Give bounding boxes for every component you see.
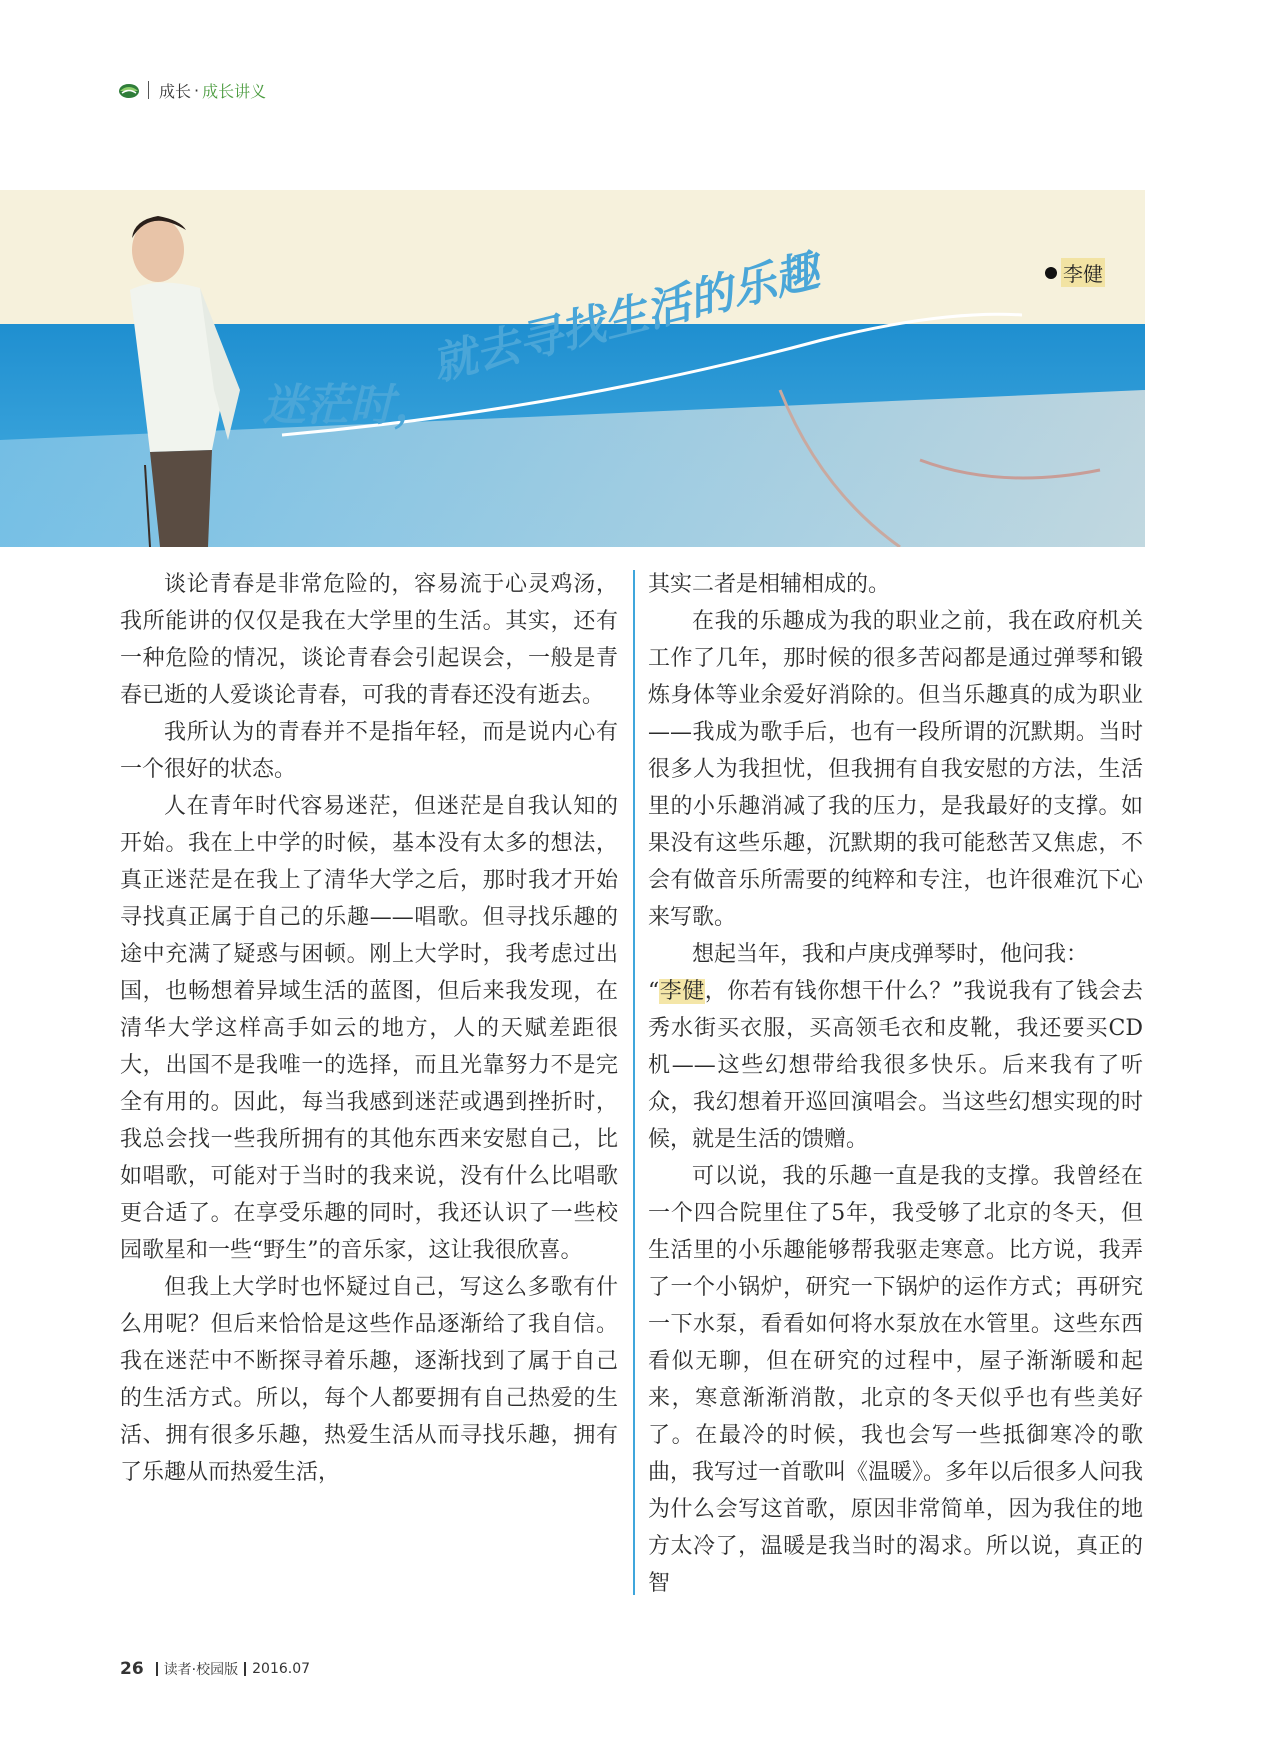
running-header <box>118 78 266 102</box>
footer-divider <box>156 1662 158 1676</box>
header-divider <box>148 81 149 99</box>
column-divider <box>633 570 635 1595</box>
footer-divider <box>244 1662 246 1676</box>
title-part-2: 就去寻找生活的乐趣 <box>427 245 824 391</box>
issue-date: 2016.07 <box>252 1661 311 1677</box>
article-title <box>262 220 1022 480</box>
section-separator: · <box>194 80 200 100</box>
paragraph: 谈论青春是非常危险的，容易流于心灵鸡汤，我所能讲的仅仅是我在大学里的生活。其实，还有一种危险的情况，谈论青春会引起误会，一般是青春已逝的人爱谈论青春，可我的青春还没有逝去。 <box>120 572 618 708</box>
paragraph: 在我的乐趣成为我的职业之前，我在政府机关工作了几年，那时候的很多苦闷都是通过弹琴和锻炼身体等业余爱好消除的。但当乐趣真的成为职业——我成为歌手后，也有一段所谓的沉默期。当时很多人为我担忧，但我拥有自我安慰的方法，生活里的小乐趣消减了我的压力，是我最好的支撑。如果没有这些乐趣，沉默期的我可能愁苦又焦虑，不会有做音乐所需要的纯粹和专注，也许很难沉下心来写歌。 <box>648 609 1143 930</box>
paragraph: 人在青年时代容易迷茫，但迷茫是自我认知的开始。我在上中学的时候，基本没有太多的想法，真正迷茫是在我上了清华大学之后，那时我才开始寻找真正属于自己的乐趣——唱歌。但寻找乐趣的途中充满了疑惑与困顿。刚上大学时，我考虑过出国，也畅想着异域生活的蓝图，但后来我发现，在清华大学这样高手如云的地方，人的天赋差距很大，出国不是我唯一的选择，而且光靠努力不是完全有用的。因此，每当我感到迷茫或遇到挫折时，我总会找一些我所拥有的其他东西来安慰自己，比如唱歌，可能对于当时的我来说，没有什么比唱歌更合适了。在享受乐趣的同时，我还认识了一些校园歌星和一些“野生”的音乐家，这让我很欣喜。 <box>120 794 618 1263</box>
magazine-logo-icon <box>118 81 140 99</box>
author-byline <box>1045 258 1105 287</box>
bullet-icon <box>1045 267 1057 279</box>
subsection-name: 成长讲义 <box>202 81 267 101</box>
paragraph <box>648 973 1143 1158</box>
quote-text: ，你若有钱你想干什么？”我说我有了钱会去秀水街买衣服，买高领毛衣和皮靴，我还要买CD机——这些幻想带给我很多快乐。后来我有了听众，我幻想着开巡回演唱会。当这些幻想实现的时候，就是生活的馈赠。 <box>648 979 1143 1152</box>
paragraph: 我所认为的青春并不是指年轻，而是说内心有一个很好的状态。 <box>120 720 618 782</box>
magazine-name: 读者·校园版 <box>163 1662 239 1678</box>
quote-mark: “ <box>648 979 660 1004</box>
title-part-1: 迷茫时， <box>262 380 438 431</box>
highlighted-name: 李健 <box>659 979 705 1004</box>
author-name: 李健 <box>1061 258 1105 287</box>
page-number: 26 <box>120 1659 144 1679</box>
paragraph: 想起当年，我和卢庚戌弹琴时，他问我： <box>692 942 1089 967</box>
section-name: 成长 <box>159 81 192 101</box>
page-footer <box>120 1659 310 1679</box>
body-column-left <box>120 566 618 1491</box>
paragraph-continuation: 其实二者是相辅相成的。 <box>648 572 891 597</box>
body-column-right <box>648 566 1143 1602</box>
paragraph: 可以说，我的乐趣一直是我的支撑。我曾经在一个四合院里住了5年，我受够了北京的冬天，但生活里的小乐趣能够帮我驱走寒意。比方说，我弄了一个小锅炉，研究一下锅炉的运作方式；再研究一下水泵，看看如何将水泵放在水管里。这些东西看似无聊，但在研究的过程中，屋子渐渐暖和起来，寒意渐渐消散，北京的冬天似乎也有些美好了。在最冷的时候，我也会写一些抵御寒冷的歌曲，我写过一首歌叫《温暖》。多年以后很多人问我为什么会写这首歌，原因非常简单，因为我住的地方太冷了，温暖是我当时的渴求。所以说，真正的智 <box>648 1164 1144 1596</box>
paragraph: 但我上大学时也怀疑过自己，写这么多歌有什么用呢？但后来恰恰是这些作品逐渐给了我自信。我在迷茫中不断探寻着乐趣，逐渐找到了属于自己的生活方式。所以，每个人都要拥有自己热爱的生活、拥有很多乐趣，热爱生活从而寻找乐趣，拥有了乐趣从而热爱生活， <box>120 1275 618 1485</box>
